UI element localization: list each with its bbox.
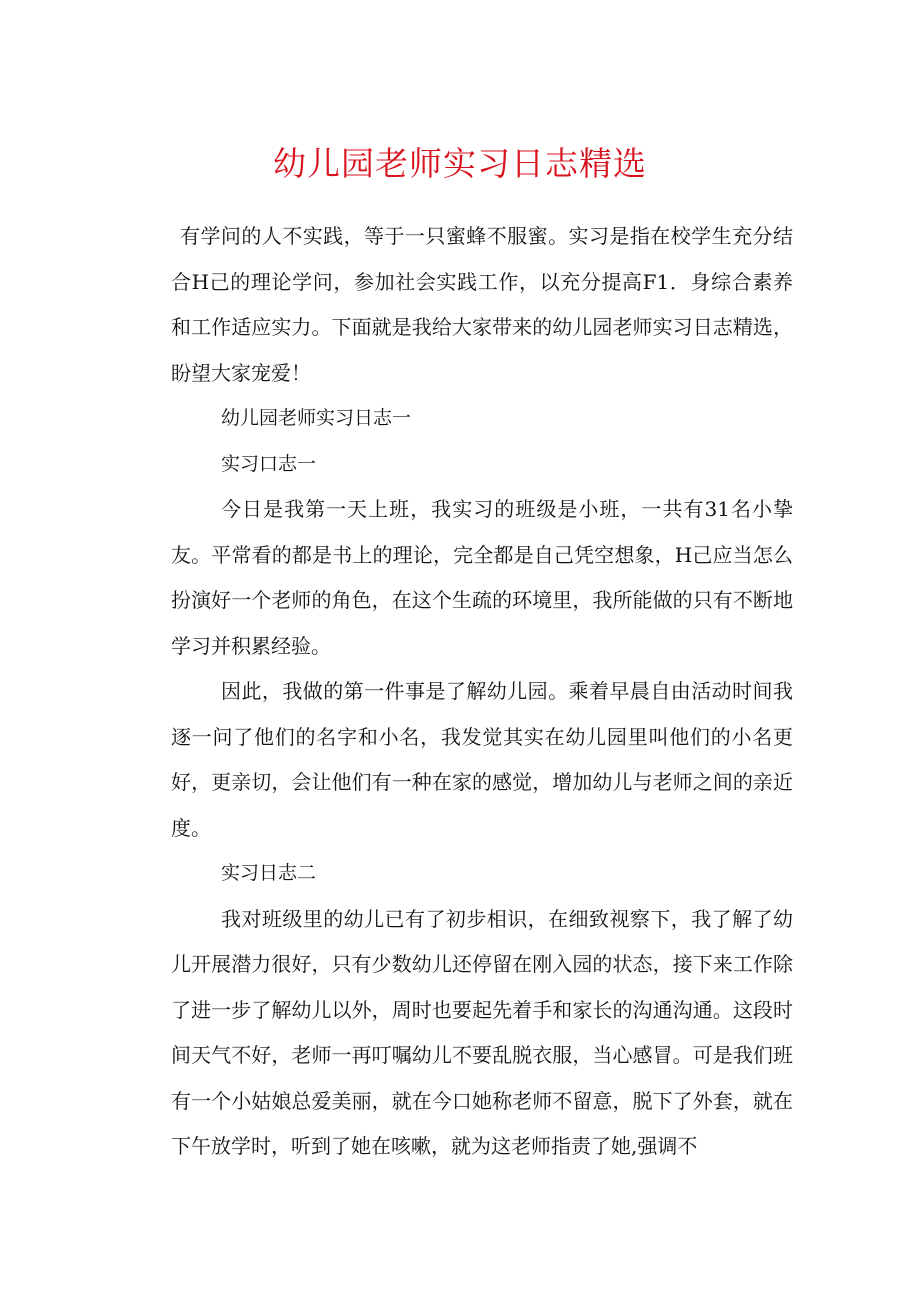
log-one-heading: 实习口志一: [221, 452, 317, 475]
log-two-heading: 实习日志二: [221, 862, 317, 884]
log-one-paragraph-2: 因此，我做的第一件事是了解幼儿园。乘着早晨自由活动时间我逐一问了他们的名字和小名，我发觉其实在幼儿园里叫他们的小名更好，更亲切，会让他们有一种在家的感觉，增加幼儿与老师之间的亲近度。: [171, 679, 793, 840]
log-one-paragraph-1: 今日是我第一天上班，我实习的班级是小班，一共有31名小挚友。平常看的都是书上的理论，完全都是自己凭空想象，H己应当怎么扮演好一个老师的角色，在这个生疏的环境里，我所能做的只有不断地学习并积累经验。: [171, 497, 793, 658]
document-title: 幼儿园老师实习日志精选: [273, 144, 647, 183]
document-body: [171, 214, 793, 1170]
log-two-paragraph-1: 我对班级里的幼儿已有了初步相识，在细致视察下，我了解了幼儿开展潜力很好，只有少数幼儿还停留在刚入园的状态，接下来工作除了进一步了解幼儿以外，周时也要起先着手和家长的沟通沟通。这段时间天气不好，老师一再叮嘱幼儿不要乱脱衣服，当心感冒。可是我们班有一个小姑娘总爱美丽，就在今口她称老师不留意，脱下了外套，就在下午放学时，听到了她在咳嗽，就为这老师指责了她,强调不: [171, 906, 793, 1158]
intro-paragraph: 有学问的人不实践，等于一只蜜蜂不服蜜。实习是指在校学生充分结合H己的理论学问，参加社会实践工作，以充分提高F1．身综合素养和工作适应实力。下面就是我给大家带来的幼儿园老师实习日志精选，盼望大家宠爱！: [171, 224, 793, 385]
section-heading-log-one: 幼儿园老师实习日志一: [221, 407, 412, 429]
